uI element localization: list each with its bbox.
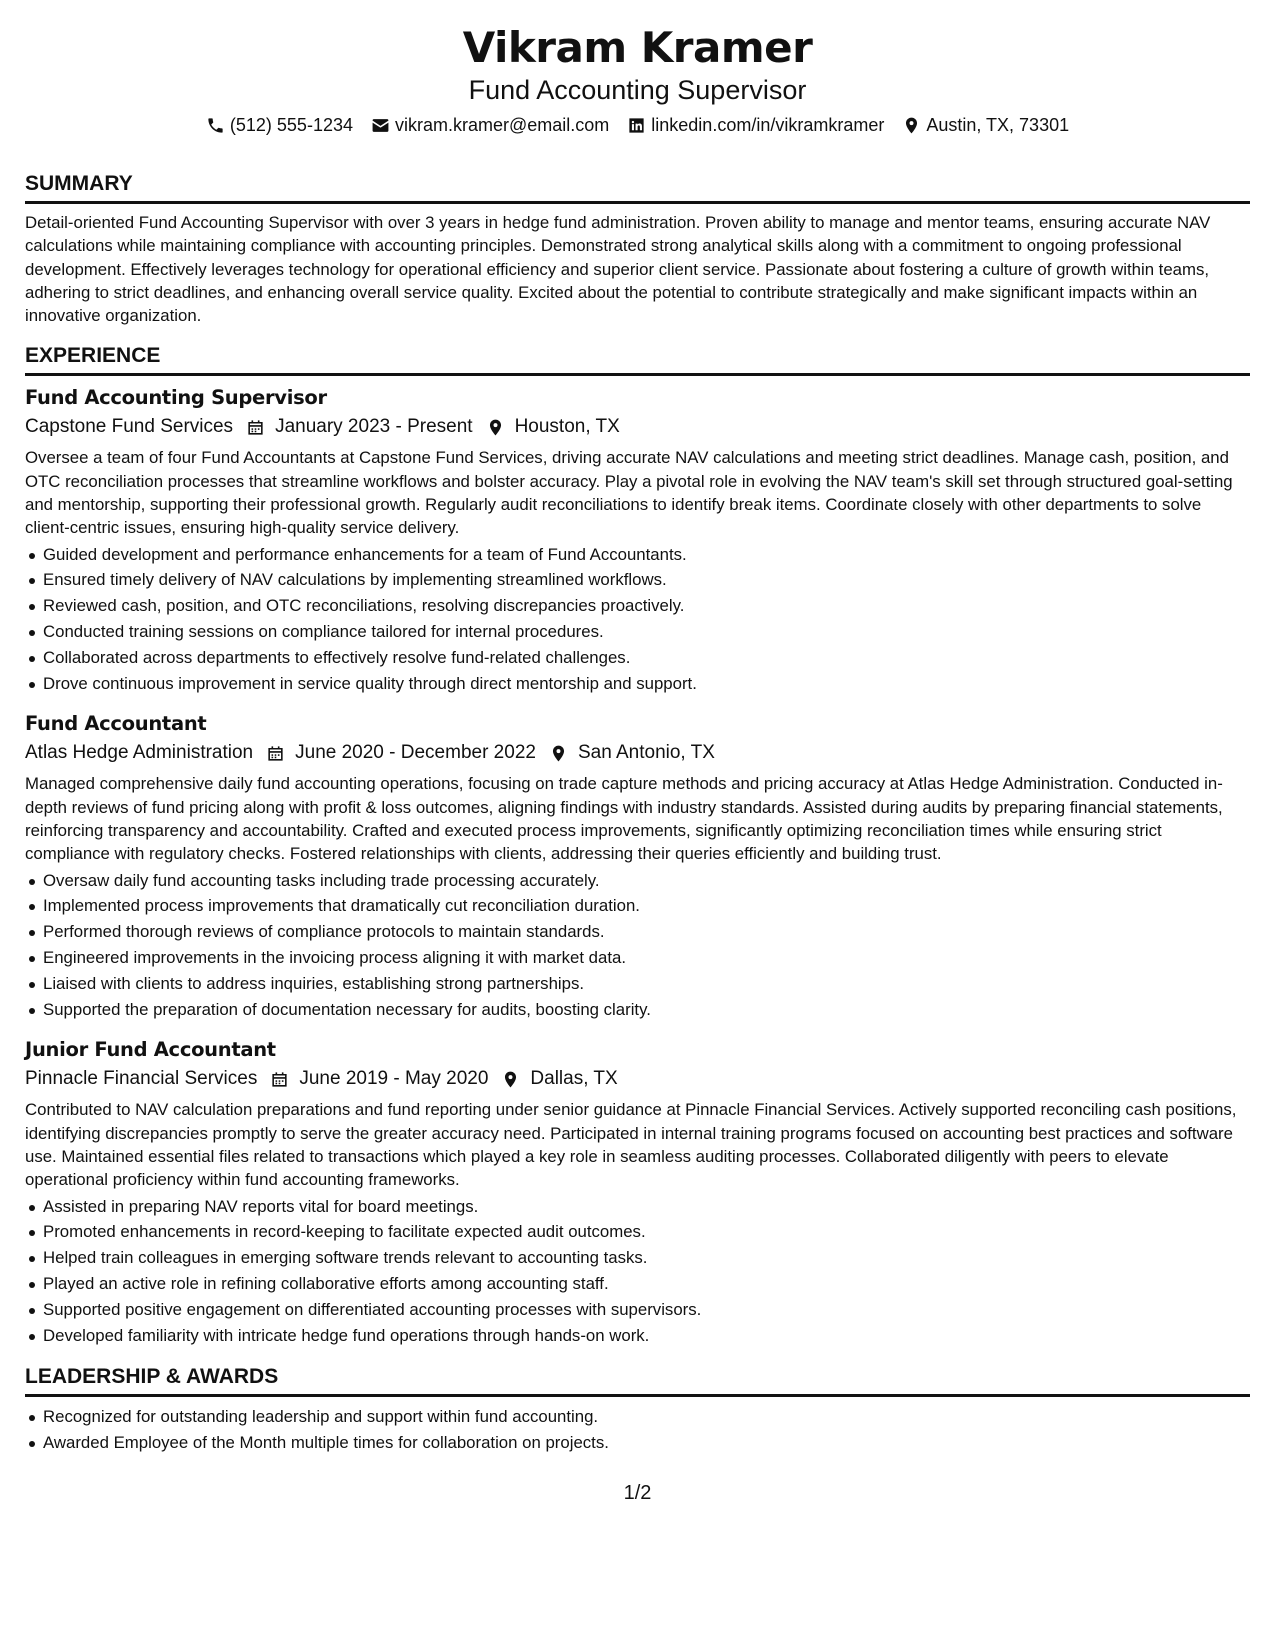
- bullet-item: Oversaw daily fund accounting tasks including trade processing accurately.: [43, 868, 1250, 894]
- email-text: vikram.kramer@email.com: [394, 115, 610, 135]
- bullet-item: Drove continuous improvement in service quality through direct mentorship and support.: [43, 671, 1250, 697]
- summary-heading: SUMMARY: [25, 171, 1250, 204]
- contact-linkedin[interactable]: [627, 112, 884, 138]
- job-meta: [25, 1064, 1250, 1094]
- contact-row: [25, 112, 1250, 138]
- job-description: Contributed to NAV calculation preparations and fund reporting under senior guidance at Pinnacle Financial Services. Actively supported reconciling cash positions, identifying discrepancies promptly to serve the greater accuracy need. Participated in internal training programs focused on accounting best practices and software use. Maintained essential files related to transactions which played a key role in seamless auditing processes. Collaborated diligently with peers to elevate operational proficiency within fund accounting frameworks.: [25, 1100, 1237, 1190]
- award-item: Awarded Employee of the Month multiple times for collaboration on projects.: [43, 1430, 1250, 1456]
- job-entry: [25, 710, 1250, 1022]
- bullet-item: Engineered improvements in the invoicing process aligning it with market data.: [43, 945, 1250, 971]
- page-number: 1/2: [623, 1482, 652, 1504]
- job-location: San Antonio, TX: [577, 742, 715, 764]
- job-entry: [25, 384, 1250, 696]
- phone-text: (512) 555-1234: [229, 115, 353, 135]
- company-name: Capstone Fund Services: [25, 416, 234, 438]
- bullet-item: Ensured timely delivery of NAV calculations by implementing streamlined workflows.: [43, 567, 1250, 593]
- job-description: Oversee a team of four Fund Accountants at Capstone Fund Services, driving accurate NAV calculations and meeting strict deadlines. Manage cash, position, and OTC reconciliation processes that streamline workflows and bolster accuracy. Play a pivotal role in evolving the NAV team's skill set through structured goal-setting and mentorship, supporting their professional growth. Regularly audit reconciliations to identify break items. Coordinate closely with other departments to solve client-centric issues, ensuring high-quality service delivery.: [25, 448, 1233, 538]
- job-bullets: [25, 1194, 1250, 1349]
- bullet-item: Developed familiarity with intricate hedge fund operations through hands-on work.: [43, 1323, 1250, 1349]
- bullet-item: Implemented process improvements that dramatically cut reconciliation duration.: [43, 893, 1250, 919]
- bullet-item: Played an active role in refining collaborative efforts among accounting staff.: [43, 1271, 1250, 1297]
- job-location: Houston, TX: [514, 416, 620, 438]
- calendar-icon: [246, 418, 265, 437]
- envelope-icon: [371, 116, 390, 135]
- bullet-item: Conducted training sessions on compliance tailored for internal procedures.: [43, 619, 1250, 645]
- calendar-icon: [270, 1070, 289, 1089]
- candidate-title: Fund Accounting Supervisor: [468, 75, 807, 105]
- job-dates: January 2023 - Present: [275, 416, 473, 438]
- bullet-item: Guided development and performance enhancements for a team of Fund Accountants.: [43, 542, 1250, 568]
- phone-icon: [206, 116, 225, 135]
- resume-header: [25, 0, 1250, 138]
- summary-text: Detail-oriented Fund Accounting Supervisor with over 3 years in hedge fund administration. Proven ability to manage and mentor teams, ensuring accurate NAV calculations while maintaining compliance with accounting principles. Demonstrated strong analytical skills along with a commitment to ongoing professional development. Effectively leverages technology for operational efficiency and superior client service. Passionate about fostering a culture of growth within teams, adhering to strict deadlines, and enhancing overall service quality. Excited about the potential to contribute strategically and make significant impacts within an innovative organization.: [25, 213, 1211, 326]
- bullet-item: Supported positive engagement on differentiated accounting processes with supervisors.: [43, 1297, 1250, 1323]
- job-dates: June 2020 - December 2022: [295, 742, 536, 764]
- contact-email[interactable]: [371, 112, 609, 138]
- bullet-item: Assisted in preparing NAV reports vital for board meetings.: [43, 1194, 1250, 1220]
- job-location: Dallas, TX: [530, 1068, 618, 1090]
- job-title: Junior Fund Accountant: [25, 1038, 276, 1062]
- bullet-item: Liaised with clients to address inquiries, establishing strong partnerships.: [43, 971, 1250, 997]
- experience-heading: EXPERIENCE: [25, 343, 1250, 376]
- award-item: Recognized for outstanding leadership and support within fund accounting.: [43, 1404, 1250, 1430]
- bullet-item: Supported the preparation of documentation necessary for audits, boosting clarity.: [43, 997, 1250, 1023]
- contact-location: [902, 112, 1069, 138]
- map-pin-icon: [486, 418, 505, 437]
- job-dates: June 2019 - May 2020: [299, 1068, 489, 1090]
- linkedin-icon: [627, 116, 646, 135]
- job-description: Managed comprehensive daily fund accounting operations, focusing on trade capture methods and pricing accuracy at Atlas Hedge Administration. Conducted in-depth reviews of fund pricing along with profit & loss outcomes, aligning findings with industry standards. Assisted during audits by preparing financial statements, reinforcing transparency and accountability. Crafted and executed process improvements, significantly optimizing reconciliation times while ensuring strict compliance with regulatory checks. Fostered relationships with clients, addressing their queries efficiently and building trust.: [25, 774, 1223, 864]
- bullet-item: Collaborated across departments to effectively resolve fund-related challenges.: [43, 645, 1250, 671]
- bullet-item: Helped train colleagues in emerging software trends relevant to accounting tasks.: [43, 1245, 1250, 1271]
- company-name: Pinnacle Financial Services: [25, 1068, 258, 1090]
- experience-section: [25, 343, 1250, 1348]
- map-pin-icon: [902, 116, 921, 135]
- awards-heading: LEADERSHIP & AWARDS: [25, 1364, 1250, 1397]
- job-meta: [25, 412, 1250, 442]
- company-name: Atlas Hedge Administration: [25, 742, 254, 764]
- bullet-item: Reviewed cash, position, and OTC reconciliations, resolving discrepancies proactively.: [43, 593, 1250, 619]
- job-meta: [25, 738, 1250, 768]
- linkedin-text: linkedin.com/in/vikramkramer: [651, 115, 885, 135]
- job-bullets: [25, 868, 1250, 1023]
- contact-phone[interactable]: [206, 112, 353, 138]
- candidate-name: Vikram Kramer: [462, 23, 813, 72]
- calendar-icon: [266, 744, 285, 763]
- job-entry: [25, 1036, 1250, 1348]
- job-bullets: [25, 542, 1250, 697]
- map-pin-icon: [549, 744, 568, 763]
- awards-list: [25, 1404, 1250, 1456]
- job-title: Fund Accountant: [25, 712, 207, 736]
- map-pin-icon: [501, 1070, 520, 1089]
- bullet-item: Performed thorough reviews of compliance protocols to maintain standards.: [43, 919, 1250, 945]
- awards-section: [25, 1364, 1250, 1456]
- job-title: Fund Accounting Supervisor: [25, 386, 327, 410]
- location-text: Austin, TX, 73301: [926, 115, 1070, 135]
- summary-section: [25, 171, 1250, 327]
- bullet-item: Promoted enhancements in record-keeping to facilitate expected audit outcomes.: [43, 1219, 1250, 1245]
